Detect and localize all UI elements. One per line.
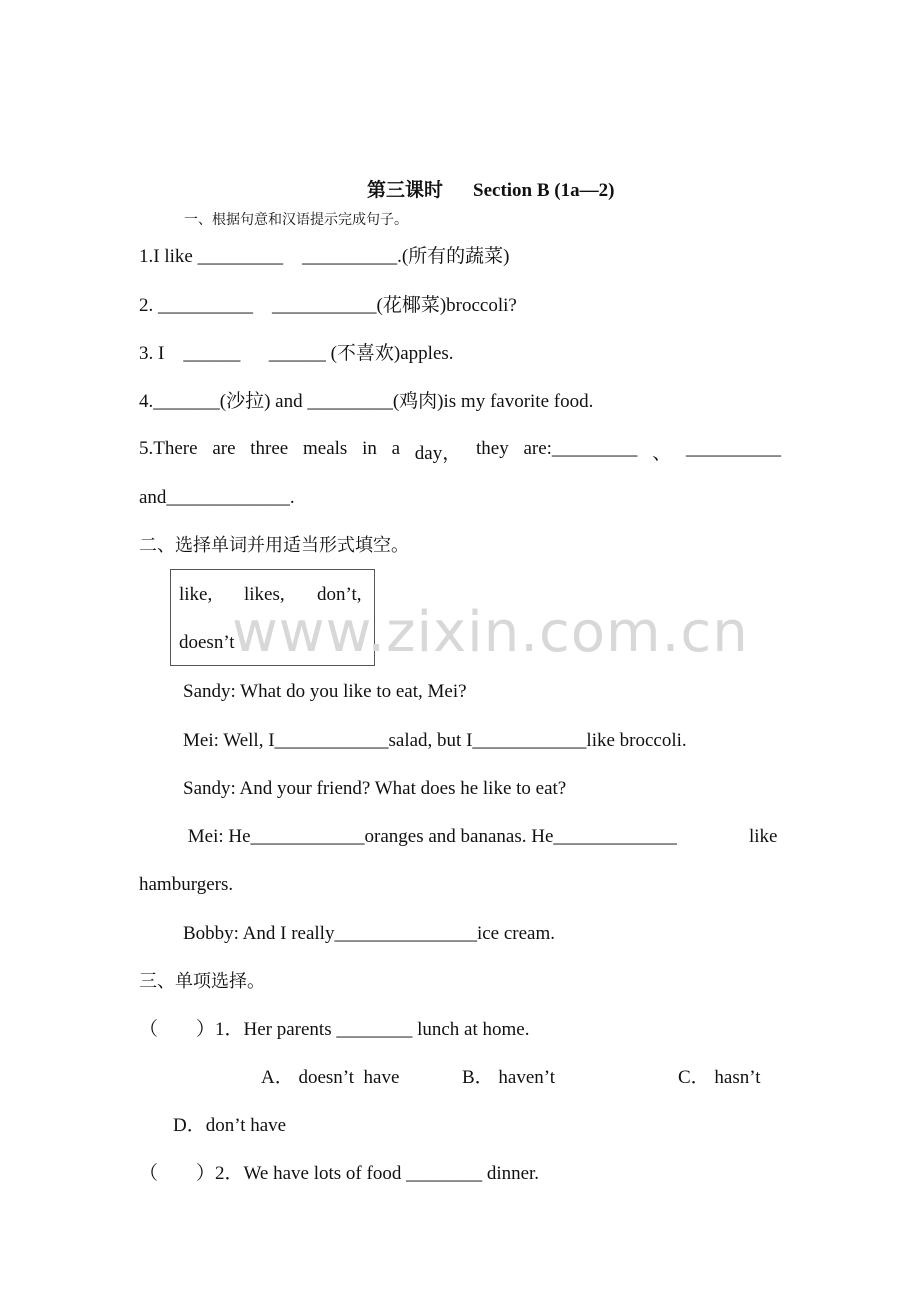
q5-word: are — [212, 438, 236, 459]
p3-q1-option-a: A． doesn’t have — [261, 1067, 400, 1088]
page-title — [367, 175, 614, 202]
p1-question-1: 1.I like _________ __________.(所有的蔬菜) — [139, 246, 510, 267]
p1-question-5-cont: and_____________. — [139, 487, 295, 508]
dialogue-line-4: Mei: He____________oranges and bananas. He_____________ — [183, 826, 677, 847]
q5-word: day， — [414, 443, 462, 464]
q5-word: in — [362, 438, 377, 459]
lesson-label: 第三课时 — [367, 180, 444, 201]
p3-question-1: （ ）1．Her parents ________ lunch at home. — [139, 1019, 530, 1040]
word-bank-item: likes, — [244, 584, 285, 605]
q5-word: meals — [303, 438, 348, 459]
q5-word: they — [475, 438, 509, 459]
part1-heading: 一、根据句意和汉语提示完成句子。 — [184, 212, 408, 228]
q5-word: three — [250, 438, 289, 459]
word-bank-item: doesn’t — [179, 632, 235, 653]
p1-question-2: 2. __________ ___________(花椰菜)broccoli? — [139, 295, 517, 316]
section-label: Section B (1a—2) — [473, 180, 615, 201]
q5-word: a — [391, 438, 401, 459]
q5-word: 5.There — [139, 438, 198, 459]
dialogue-line-4-end: like — [749, 826, 778, 847]
p1-question-4: 4._______(沙拉) and _________(鸡肉)is my favorite food. — [139, 391, 594, 412]
dialogue-line-1: Sandy: What do you like to eat, Mei? — [183, 681, 467, 702]
dialogue-line-5: Bobby: And I really_______________ice cream. — [183, 923, 556, 944]
dialogue-line-3: Sandy: And your friend? What does he like to eat? — [183, 778, 567, 799]
q5-word: are:_________ — [523, 438, 638, 459]
q5-word: __________ — [685, 438, 781, 459]
p3-q1-option-b: B． haven’t — [462, 1067, 556, 1088]
q5-word: 、 — [652, 443, 672, 464]
word-bank-item: like, — [179, 584, 213, 605]
p3-q1-option-d: D．don’t have — [173, 1115, 287, 1136]
p1-question-5 — [139, 438, 781, 465]
dialogue-line-2: Mei: Well, I____________salad, but I____________like broccoli. — [183, 730, 687, 751]
part3-heading: 三、单项选择。 — [139, 971, 265, 992]
p1-question-3: 3. I ______ ______ (不喜欢)apples. — [139, 343, 454, 364]
p3-question-2: （ ）2．We have lots of food ________ dinner. — [139, 1163, 540, 1184]
word-bank-item: don’t, — [317, 584, 362, 605]
part2-heading: 二、选择单词并用适当形式填空。 — [139, 535, 409, 556]
watermark: www.zixin.com.cn — [232, 600, 749, 665]
dialogue-line-4-cont: hamburgers. — [139, 874, 234, 895]
p3-q1-option-c: C． hasn’t — [678, 1067, 761, 1088]
